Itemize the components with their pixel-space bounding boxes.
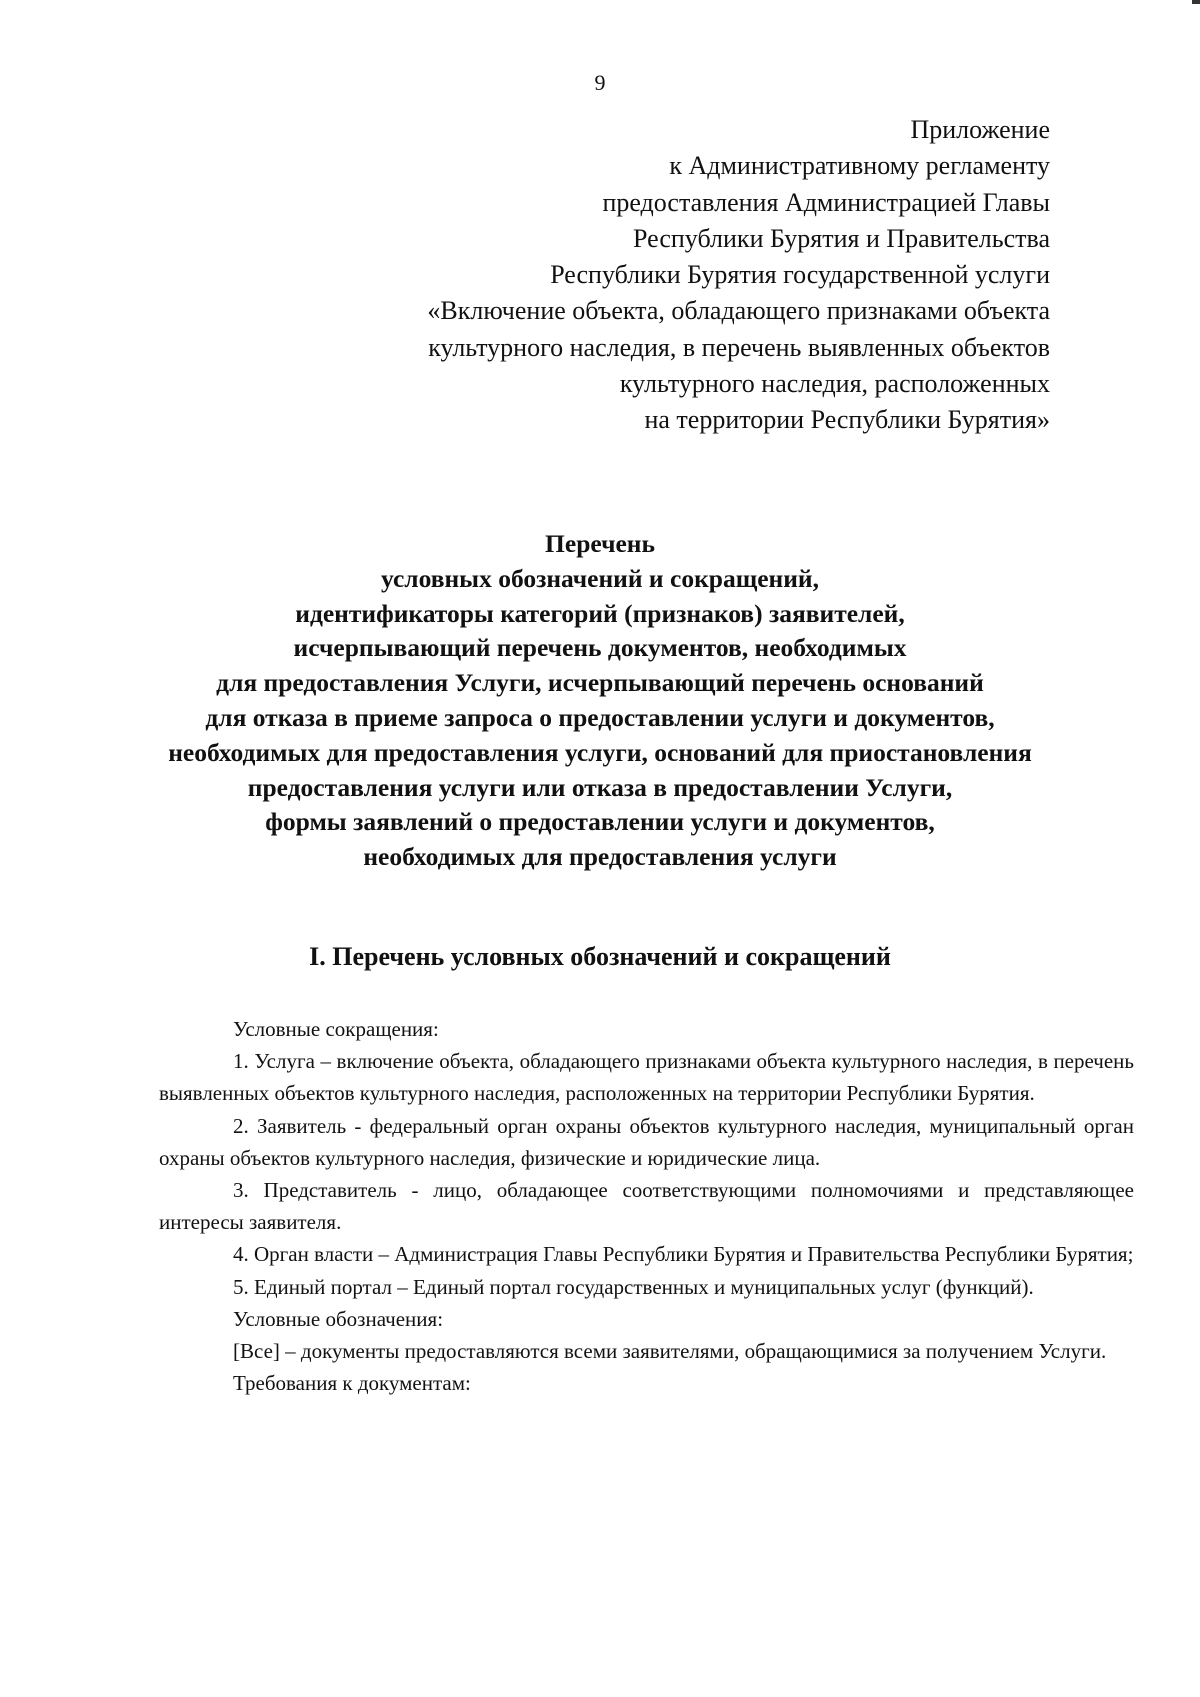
page-number: 9 [594, 70, 606, 95]
title-line: необходимых для предоставления услуги, оснований для приостановления [168, 737, 1032, 767]
title-line: Перечень [545, 529, 655, 558]
paragraph: Требования к документам: [233, 1371, 471, 1396]
appendix-line: к Административному регламенту [669, 151, 1050, 181]
paragraph: 5. Единый портал – Единый портал государственных и муниципальных услуг (функций). [233, 1274, 1034, 1299]
appendix-line: культурного наследия, в перечень выявленных объектов [428, 332, 1050, 362]
appendix-line: на территории Республики Бурятия» [644, 405, 1050, 435]
paragraph: 4. Орган власти – Администрация Главы Республики Бурятия и Правительства Республики Бурятия; [233, 1242, 1134, 1267]
paragraph: Условные обозначения: [233, 1306, 444, 1331]
paragraph: 2. Заявитель - федеральный орган охраны объектов культурного наследия, муниципальный орган охраны объектов культурного наследия, физические и юридические лица. [159, 1113, 1134, 1170]
paragraph: [Все] – документы предоставляются всеми заявителями, обращающимися за получением Услуги. [233, 1339, 1107, 1364]
body-text [159, 1013, 1134, 1399]
title-line: исчерпывающий перечень документов, необходимых [293, 633, 907, 663]
appendix-line: предоставления Администрацией Главы [602, 187, 1050, 217]
title-line: условных обозначений и сокращений, [381, 563, 819, 593]
paragraph: 3. Представитель - лицо, обладающее соответствующими полномочиями и представляющее интересы заявителя. [159, 1178, 1134, 1235]
appendix-line: Республики Бурятия государственной услуги [550, 260, 1050, 290]
appendix-line: Приложение [910, 115, 1050, 144]
title-line: формы заявлений о предоставлении услуги и документов, [265, 807, 935, 837]
appendix-line: культурного наследия, расположенных [619, 369, 1050, 399]
title-line: идентификаторы категорий (признаков) заявителей, [295, 598, 905, 628]
paragraph: 1. Услуга – включение объекта, обладающего признаками объекта культурного наследия, в перечень выявленных объектов культурного наследия, расположенных на территории Республики Бурятия. [159, 1049, 1134, 1106]
appendix-header [330, 112, 1050, 439]
document-title [120, 527, 1080, 875]
title-line: для предоставления Услуги, исчерпывающий перечень оснований [216, 668, 984, 698]
paragraph: Условные сокращения: [233, 1017, 439, 1041]
appendix-line: «Включение объекта, обладающего признаками объекта [427, 296, 1050, 326]
title-line: предоставления услуги или отказа в предоставлении Услуги, [247, 772, 953, 802]
title-line: необходимых для предоставления услуги [363, 842, 837, 872]
appendix-line: Республики Бурятия и Правительства [633, 223, 1050, 253]
section-heading: I. Перечень условных обозначений и сокращений [309, 942, 891, 971]
title-line: для отказа в приеме запроса о предоставлении услуги и документов, [205, 702, 995, 732]
scan-corner-mark [1192, 0, 1200, 4]
